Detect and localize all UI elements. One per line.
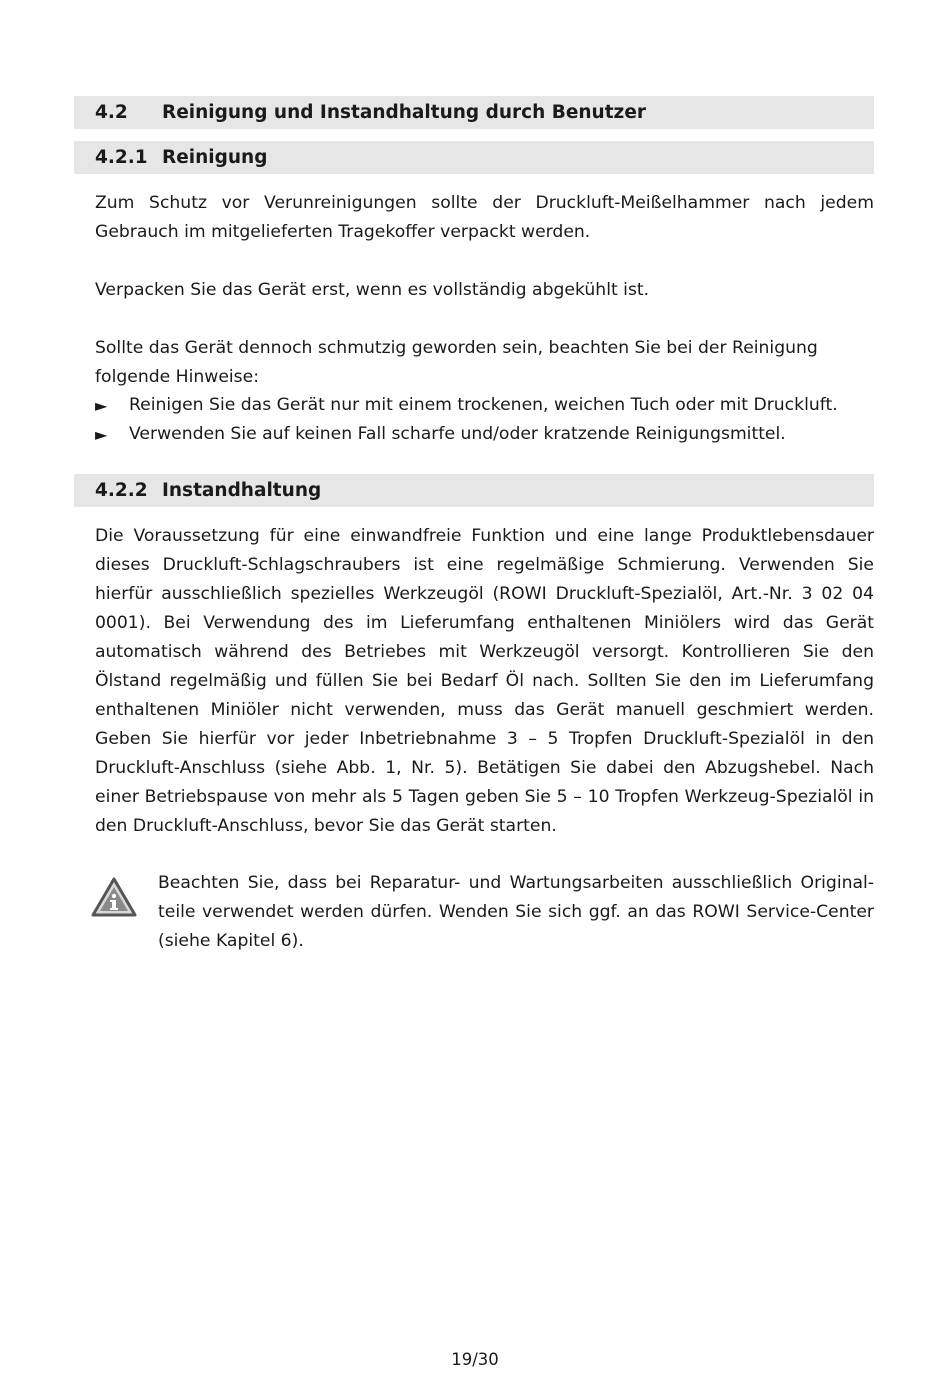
section-heading-4-2-2 <box>74 474 874 507</box>
page-number: 19/30 <box>451 1350 499 1369</box>
section-number: 4.2 <box>95 102 128 123</box>
bullet-text: Verwenden Sie auf keinen Fall scharfe und/oder kratzende Reinigungsmittel. <box>129 424 786 444</box>
list-item <box>95 391 874 420</box>
section-number: 4.2.2 <box>95 480 148 501</box>
bullet-arrow-icon: ► <box>95 396 108 415</box>
bullet-text: Reinigen Sie das Gerät nur mit einem trockenen, weichen Tuch oder mit Druckluft. <box>129 395 838 415</box>
section-title: Instandhaltung <box>162 480 322 501</box>
paragraph-cleaning-hints: Sollte das Gerät dennoch schmutzig geworden sein, beachten Sie bei der Reinigung folgende Hinweise: <box>95 338 818 387</box>
paragraph-maintenance: Die Voraussetzung für eine einwandfreie Funktion und eine lange Produktlebensdauer dieses Druckluft-Schlagschraubers ist eine regelmäßige Schmierung. Verwenden Sie hierfür ausschließlich spezielles Werkzeugöl (ROWI Druckluft-Spezialöl, Art.-Nr. 3 02 04 0001). Bei Verwendung des im Lieferumfang enthaltenen Miniölers wird das Gerät automatisch während des Betriebes mit Werkzeugöl versorgt. Kontrollieren Sie den Ölstand regelmäßig und füllen Sie bei Bedarf Öl nach. Sollten Sie den im Lieferumfang enthaltenen Miniöler nicht verwenden, muss das Gerät manuell geschmiert werden. Geben Sie hierfür vor jeder Inbetriebnahme 3 – 5 Tropfen Druckluft-Spezialöl in den Druckluft-Anschluss (siehe Abb. 1, Nr. 5). Betätigen Sie dabei den Abzugshebel. Nach einer Betriebspause von mehr als 5 Tagen geben Sie 5 – 10 Tropfen Werkzeug-Spezialöl in den Druckluft-Anschluss, bevor Sie das Gerät starten. <box>95 526 874 836</box>
section-heading-4-2 <box>74 96 874 129</box>
bullet-arrow-icon: ► <box>95 425 108 444</box>
paragraph-cooling-note: Verpacken Sie das Gerät erst, wenn es vollständig abgekühlt ist. <box>95 280 650 300</box>
section-title: Reinigung <box>162 147 268 168</box>
list-item <box>95 420 874 449</box>
info-warning-triangle-icon <box>90 876 138 918</box>
section-title: Reinigung und Instandhaltung durch Benutzer <box>162 102 646 123</box>
note-text: Beachten Sie, dass bei Reparatur- und Wartungsarbeiten ausschließlich Original-teile verwendet werden dürfen. Wenden Sie sich ggf. an das ROWI Service-Center (siehe Kapitel 6). <box>158 873 874 951</box>
section-heading-4-2-1 <box>74 141 874 174</box>
paragraph-cleaning-intro: Zum Schutz vor Verunreinigungen sollte der Druckluft-Meißelhammer nach jedem Gebrauch im mitgelieferten Tragekoffer verpackt werden. <box>95 193 874 242</box>
cleaning-bullet-list <box>95 391 874 449</box>
section-number: 4.2.1 <box>95 147 148 168</box>
